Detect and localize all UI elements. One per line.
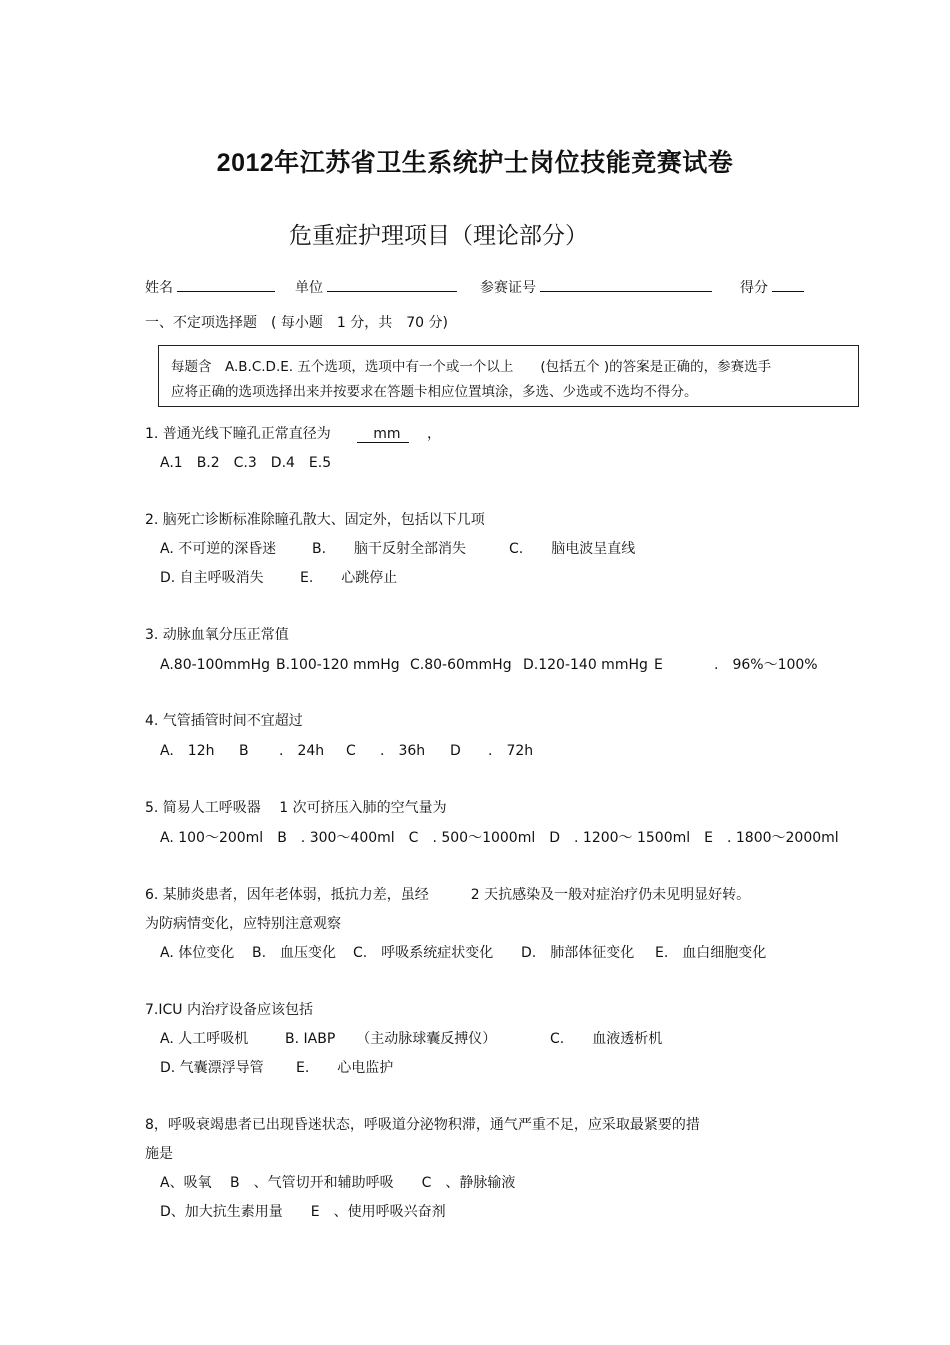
question-6-stem-line-1: 6. 某肺炎患者，因年老体弱，抵抗力差，虽经 2 天抗感染及一般对症治疗仍未见明显好转。: [145, 887, 751, 903]
question-6-stem-line-2: 为防病情变化，应特别注意观察: [145, 916, 341, 932]
question-2-option-b: B. 脑干反射全部消失: [312, 541, 467, 557]
info-name-field[interactable]: 姓名: [145, 277, 275, 297]
question-7-option-e: E. 心电监护: [296, 1060, 394, 1076]
info-score-field[interactable]: 得分: [740, 277, 804, 297]
question-6-option-d: D. 肺部体征变化: [521, 945, 635, 961]
question-1-blank: mm: [357, 426, 408, 443]
question-2-option-c: C. 脑电波呈直线: [509, 541, 636, 557]
question-3-option-d: D.120-140 mmHg: [523, 657, 648, 673]
question-7-stem: 7.ICU 内治疗设备应该包括: [145, 1002, 313, 1018]
question-7-option-d: D. 气囊漂浮导管: [160, 1060, 264, 1076]
cert-blank[interactable]: [540, 277, 712, 292]
question-3-option-e-letter: E: [654, 657, 663, 673]
question-8-options-row-2: D、加大抗生素用量 E 、使用呼吸兴奋剂: [160, 1204, 446, 1220]
question-1-stem: 1. 普通光线下瞳孔正常直径为 mm ，: [145, 426, 441, 442]
question-4-option-b: . 24h: [279, 743, 325, 759]
section-heading: 一、不定项选择题 ( 每小题 1 分，共 70 分): [145, 315, 448, 331]
exam-subtitle: 危重症护理项目（理论部分）: [289, 223, 588, 249]
question-3-option-c: C.80-60mmHg: [410, 657, 512, 673]
instructions-line-1: 每题含 A.B.C.D.E. 五个选项，选项中有一个或一个以上 (包括五个 )的答案是正确的，参赛选手: [171, 359, 772, 375]
question-2-option-e: E. 心跳停止: [300, 570, 398, 586]
question-3-option-e: . 96%～100%: [714, 657, 818, 673]
question-8-stem-line-1: 8，呼吸衰竭患者已出现昏迷状态，呼吸道分泌物积滞，通气严重不足，应采取最紧要的措: [145, 1117, 700, 1133]
question-3-option-b: B.100-120 mmHg: [276, 657, 400, 673]
question-3-stem: 3. 动脉血氧分压正常值: [145, 627, 289, 643]
question-5-options: A. 100～200ml B . 300～400ml C . 500～1000ml D . 1200～ 1500ml E . 1800～2000ml: [160, 830, 839, 846]
question-7-option-c: C. 血液透析机: [550, 1031, 663, 1047]
instructions-box: [158, 345, 859, 407]
question-4-option-c: . 36h: [380, 743, 426, 759]
score-blank[interactable]: [772, 277, 804, 292]
question-4-option-c-letter: C: [346, 743, 356, 759]
name-blank[interactable]: [177, 277, 275, 292]
info-unit-field[interactable]: 单位: [295, 277, 457, 297]
question-4-stem: 4. 气管插管时间不宜超过: [145, 713, 303, 729]
question-2-option-d: D. 自主呼吸消失: [160, 570, 264, 586]
question-7-option-a: A. 人工呼吸机: [160, 1031, 249, 1047]
unit-blank[interactable]: [327, 277, 457, 292]
question-8-stem-line-2: 施是: [145, 1146, 173, 1162]
instructions-line-2: 应将正确的选项选择出来并按要求在答题卡相应位置填涂，多选、少选或不选均不得分。: [171, 384, 698, 400]
question-1-options: A.1 B.2 C.3 D.4 E.5: [160, 455, 332, 471]
question-4-option-a: A. 12h: [160, 743, 215, 759]
question-6-option-b: B. 血压变化: [252, 945, 337, 961]
question-6-option-c: C. 呼吸系统症状变化: [353, 945, 494, 961]
question-6-option-e: E. 血白细胞变化: [655, 945, 767, 961]
question-2-stem: 2. 脑死亡诊断标准除瞳孔散大、固定外，包括以下几项: [145, 512, 485, 528]
question-7-option-b: B. IABP （主动脉球囊反搏仪）: [285, 1031, 497, 1047]
question-4-option-d: . 72h: [488, 743, 534, 759]
question-5-stem: 5. 简易人工呼吸器 1 次可挤压入肺的空气量为: [145, 800, 447, 816]
question-3-option-a: A.80-100mmHg: [160, 657, 271, 673]
exam-title: 2012年江苏省卫生系统护士岗位技能竞赛试卷: [216, 148, 734, 177]
question-2-option-a: A. 不可逆的深昏迷: [160, 541, 277, 557]
question-6-option-a: A. 体位变化: [160, 945, 235, 961]
info-cert-field[interactable]: 参赛证号: [480, 277, 712, 297]
question-8-options-row-1: A、吸氧 B 、气管切开和辅助呼吸 C 、静脉输液: [160, 1175, 516, 1191]
question-4-option-b-letter: B: [239, 743, 249, 759]
question-4-option-d-letter: D: [450, 743, 461, 759]
